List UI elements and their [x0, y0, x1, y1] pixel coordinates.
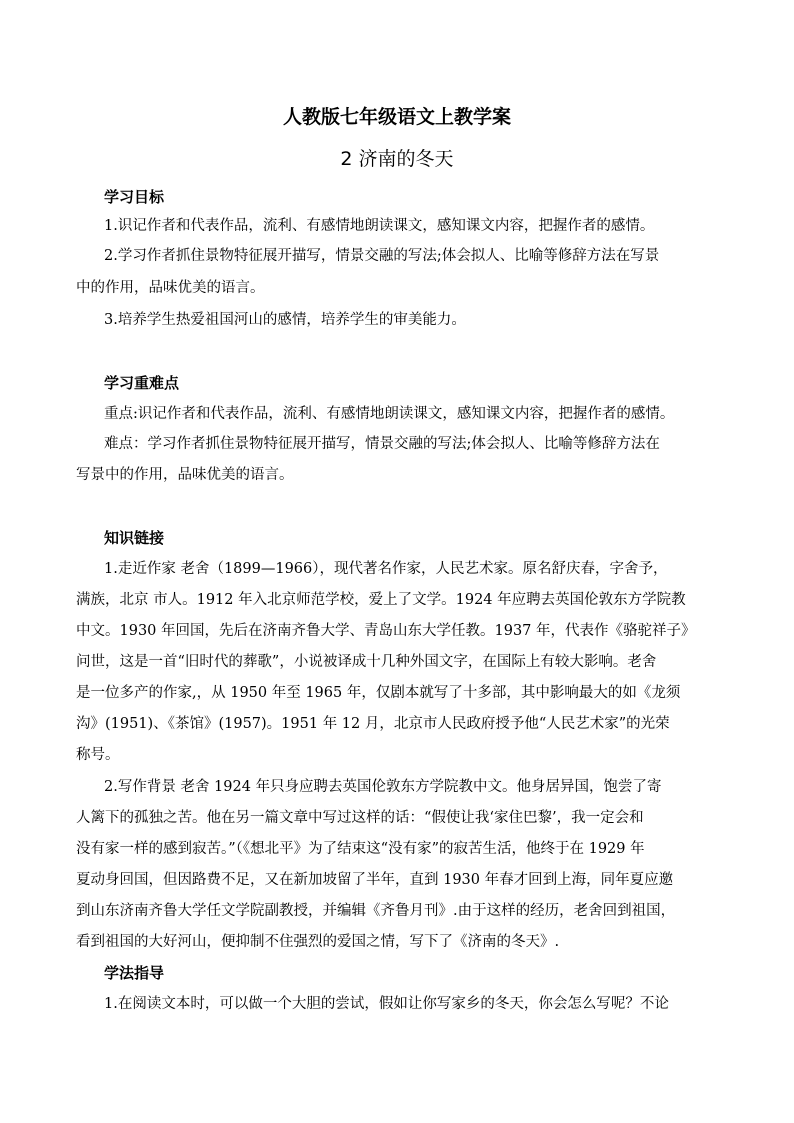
objectives-line: 3.培养学生热爱祖国河山的感情，培养学生的审美能力。	[104, 312, 466, 328]
methods-line: 1.在阅读文本时，可以做一个大胆的尝试，假如让你写家乡的冬天，你会怎么写呢？不论	[104, 996, 669, 1012]
knowledge-line: 没有家一样的感到寂苦。”（《想北平》为了结束这“没有家”的寂苦生活，他终于在 1929 年	[76, 841, 645, 857]
objectives-line: 2.学习作者抓住景物特征展开描写，情景交融的写法;体会拟人、比喻等修辞方法在写景	[104, 248, 660, 264]
knowledge-line: 1.走近作家 老舍（1899—1966），现代著名作家，人民艺术家。原名舒庆春，字舍予，	[104, 561, 668, 577]
knowledge-line: 满族，北京 市人。1912 年入北京师范学校，爱上了文学。1924 年应聘去英国伦敦东方学院教	[76, 592, 686, 608]
section-heading-key-points: 学习重难点	[104, 374, 180, 392]
knowledge-line: 人篱下的孤独之苦。他在另一篇文章中写过这样的话：“假使让我‘家住巴黎’，我一定会和	[76, 810, 644, 826]
knowledge-line: 中文。1930 年回国，先后在济南齐鲁大学、青岛山东大学任教。1937 年，代表作《骆驼祥子》	[76, 623, 696, 639]
key-points-line: 难点：学习作者抓住景物特征展开描写，情景交融的写法;体会拟人、比喻等修辞方法在	[104, 436, 660, 452]
objectives-line: 中的作用，品味优美的语言。	[76, 280, 265, 296]
knowledge-line: 2.写作背景 老舍 1924 年只身应聘去英国伦敦东方学院教中文。他身居异国，饱尝了寄	[104, 779, 662, 795]
key-points-line: 写景中的作用，品味优美的语言。	[76, 467, 294, 483]
knowledge-line: 称号。	[76, 747, 120, 763]
key-points-line: 重点:识记作者和代表作品，流利、有感情地朗读课文，感知课文内容，把握作者的感情。	[104, 406, 675, 422]
document-title: 人教版七年级语文上教学案	[282, 106, 511, 128]
section-heading-knowledge: 知识链接	[104, 529, 165, 547]
document-subtitle: 2 济南的冬天	[340, 148, 454, 170]
knowledge-line: 看到祖国的大好河山，便抑制不住强烈的爱国之情，写下了《济南的冬天》.	[76, 934, 560, 950]
knowledge-line: 问世，这是一首“旧时代的葬歌”，小说被译成十几种外国文字，在国际上有较大影响。老舍	[76, 654, 657, 670]
knowledge-line: 是一位多产的作家,，从 1950 年至 1965 年，仅剧本就写了十多部，其中影响最大的如《龙须	[76, 685, 681, 701]
knowledge-line: 夏动身回国，但因路费不足，又在新加坡留了半年，直到 1930 年春才回到上海，同年夏应邀	[76, 872, 674, 888]
section-heading-objectives: 学习目标	[104, 188, 165, 206]
objectives-line: 1.识记作者和代表作品，流利、有感情地朗读课文，感知课文内容，把握作者的感情。	[104, 218, 655, 234]
knowledge-line: 到山东济南齐鲁大学任文学院副教授，并编辑《齐鲁月刊》.由于这样的经历，老舍回到祖国，	[76, 903, 676, 919]
section-heading-methods: 学法指导	[104, 964, 165, 982]
knowledge-line: 沟》(1951)、《茶馆》(1957)。1951 年 12 月，北京市人民政府授予他“人民艺术家”的光荣	[76, 716, 670, 732]
